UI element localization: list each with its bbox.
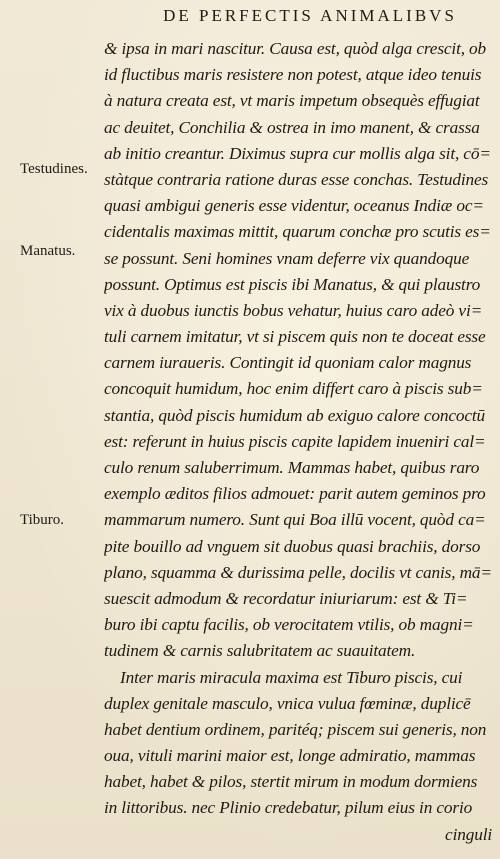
text-line: duplex genitale masculo, vnica vulua fœminæ, duplicē [104,693,471,713]
text-line: exemplo æditos filios admouet: parit autem geminos pro [104,484,486,504]
text-line: ac deuitet, Conchilia & ostrea in imo manent, & crassa [104,117,480,137]
text-line: ab initio creantur. Diximus supra cur mollis alga sit, cō= [104,143,491,163]
text-line: id fluctibus maris resistere non potest, atque ideo tenuis [104,65,482,85]
text-line: in littoribus. nec Plinio credebatur, pilum eius in corio [104,798,473,818]
text-line: concoquit humidum, hoc enim differt caro à piscis sub= [104,379,483,399]
text-line: plano, squamma & durissima pelle, docilis vt canis, mā= [104,562,492,582]
text-line: Inter maris miracula maxima est Tiburo piscis, cui [120,667,463,687]
running-header: DE PERFECTIS ANIMALIBVS [163,6,457,25]
body-text [104,36,494,848]
text-line: stantia, quòd piscis humidum ab exiguo calore concoctū [104,405,485,425]
text-line: buro ibi captu facilis, ob verocitatem vtilis, ob magni= [104,615,474,635]
margin-note-manatus: Manatus. [20,243,76,259]
catchword: cinguli [445,824,492,844]
text-line: cidentalis maximas mittit, quarum conchæ pro scutis es= [104,222,491,242]
text-line: pite bouillo ad vnguem sit duobus quasi brachiis, dorso [104,536,481,556]
text-line: à natura creata est, vt maris impetum obsequès effugiat [104,91,480,111]
text-line: est: referunt in huius piscis capite lapidem inueniri cal= [104,431,486,451]
text-line: se possunt. Seni homines vnam deferre vix quandoque [104,248,470,268]
text-line: suescit admodum & recordatur iniuriarum: est & Ti= [104,588,468,608]
text-line: quasi ambigui generis esse videntur, oceanus Indiæ oc= [104,196,484,216]
text-line: tudinem & carnis salubritatem ac suauitatem. [104,641,416,661]
text-line: carnem iuraueris. Contingit id quoniam calor magnus [104,353,472,373]
margin-note-testudines: Testudines. [20,161,88,177]
margin-note-tiburo: Tiburo. [20,512,65,528]
text-line: tuli carnem imitatur, vt si piscem quis non te doceat esse [104,327,486,347]
text-line: habet dentium ordinem, paritéq; piscem sui generis, non [104,719,487,739]
text-line: & ipsa in mari nascitur. Causa est, quòd alga crescit, ob [104,39,487,58]
text-line: vix à duobus iunctis bobus vehatur, huius caro adeò vi= [104,300,483,320]
text-line: stàtque contraria ratione duras esse conchas. Testudines [104,169,489,189]
text-line: possunt. Optimus est piscis ibi Manatus, & qui plaustro [104,274,481,294]
text-line: culo renum saluberrimum. Mammas habet, quibus raro [104,458,480,477]
text-line: mammarum numero. Sunt qui Boa illū vocent, quòd ca= [104,510,486,530]
text-line: habet, habet & pilos, stertit mirum in modum dormiens [104,772,478,792]
text-line: oua, vituli marini maior est, longe admiratio, mammas [104,746,476,766]
